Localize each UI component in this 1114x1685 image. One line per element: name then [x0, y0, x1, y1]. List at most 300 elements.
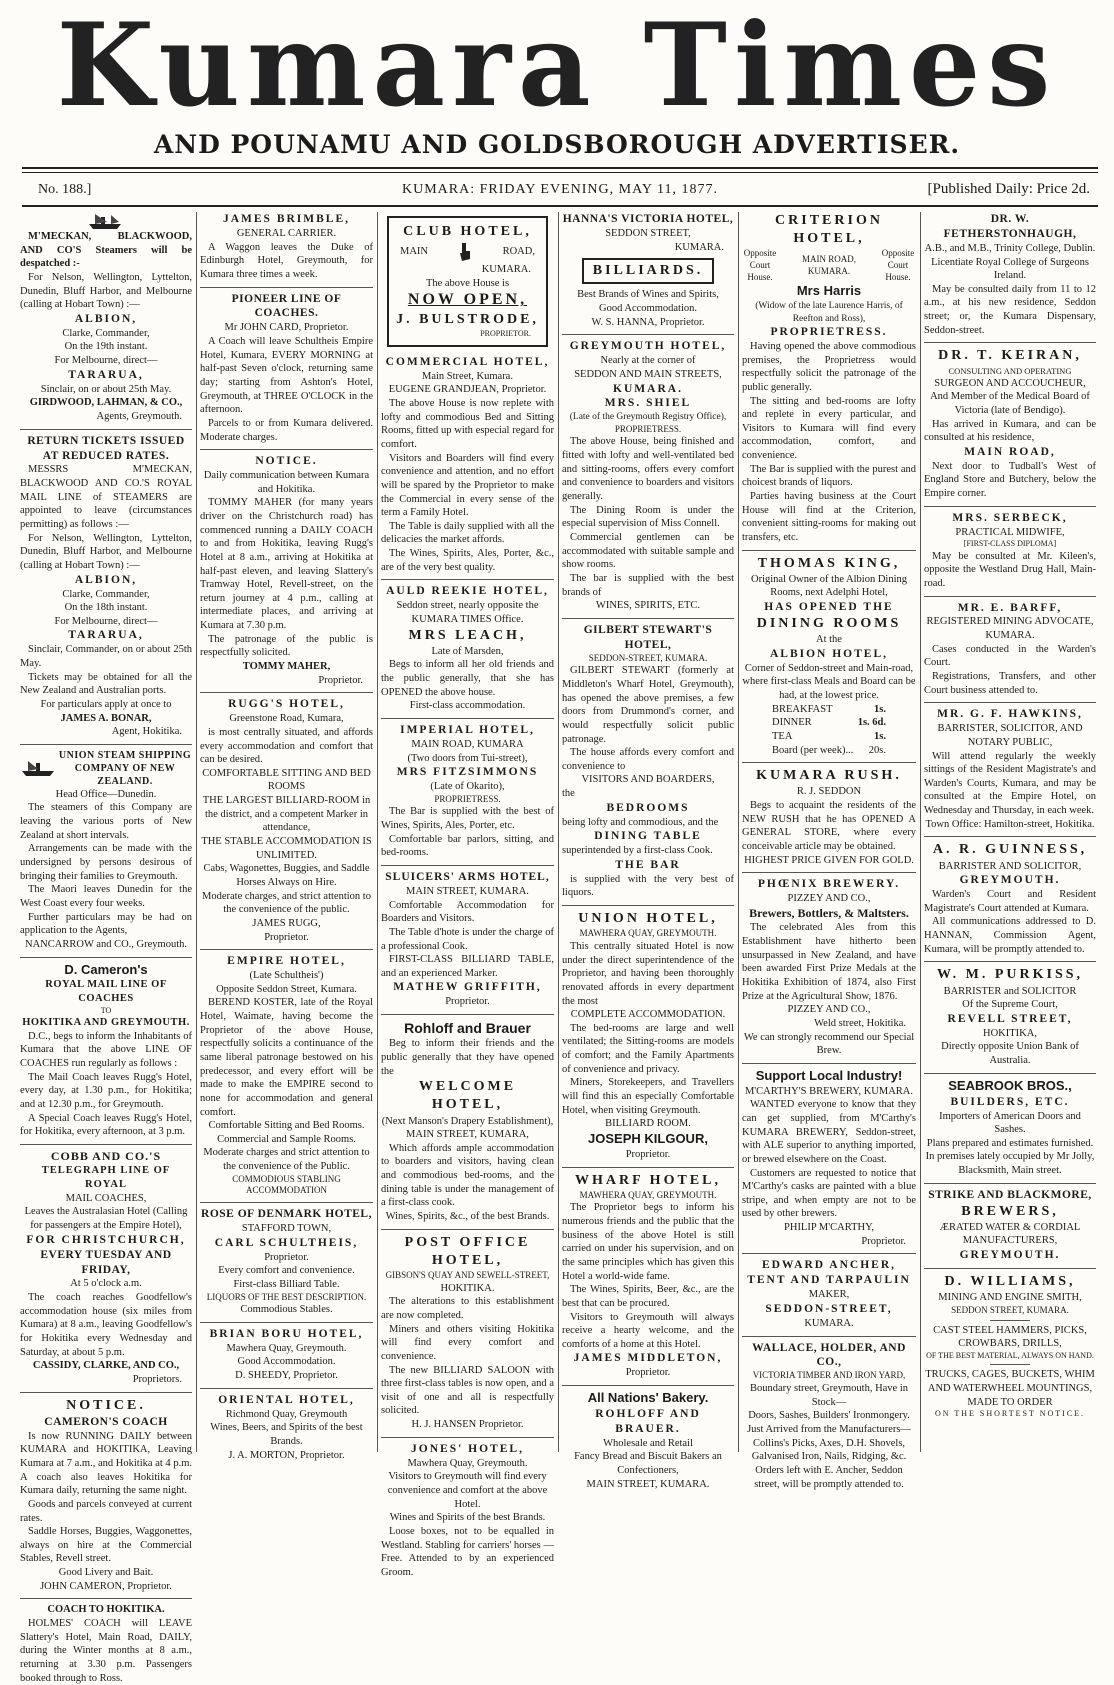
separator	[381, 1229, 554, 1230]
ad-wallace-holder	[742, 1341, 916, 1492]
ruggs-cabs: Cabs, Wagonettes, Buggies, and Saddle Horses Always on Hire.	[203, 863, 370, 888]
rohloff-body: Beg to inform their friends and the public generally that they have opened the	[381, 1038, 554, 1077]
ad-mrs-serbeck	[924, 511, 1096, 591]
newspaper-title: Kumara Times	[56, 0, 1058, 133]
ad-mmeckan-steamers	[20, 212, 192, 424]
fitz-late: (Late of Okarito),	[430, 781, 505, 793]
mccarthy-name: M'CARTHY'S BREWERY, KUMARA.	[744, 1085, 914, 1097]
greymouth-nearly: Nearly at the corner of	[600, 355, 696, 367]
agent-name: GIRDWOOD, LAHMAN, & CO.,	[29, 397, 183, 409]
ad-criterion-hotel	[742, 212, 916, 545]
commercial-wines: The Wines, Spirits, Ales, Porter, &c., are of the very best quality.	[381, 548, 554, 573]
guinness-communications: All communications addressed to D. HANNAN, Commission Agent, Kumara, will be promptly attended to.	[924, 916, 1096, 955]
shiel-late: (Late of the Greymouth Registry Office),	[569, 412, 727, 423]
union-arrangements: Arrangements can be made with the undersigned by persons desirous of bringing their families to Greymouth.	[20, 843, 192, 882]
keiran-next: Next door to Tudball's West of England Store and Butchery, below the Empire corner.	[924, 460, 1096, 500]
separator	[924, 961, 1096, 962]
proprietor-name: D. SHEEDY, Proprietor.	[235, 1370, 338, 1382]
column-2	[200, 212, 373, 1461]
hanna-brands: Best Brands of Wines and Spirits,	[577, 289, 719, 301]
empire-late: (Late Schultheis')	[249, 970, 324, 982]
welcome-heading: WELCOME HOTEL,	[418, 1079, 517, 1113]
pizzey-sign: PIZZEY AND CO.,	[787, 1004, 871, 1016]
seabrook-importers: Importers of American Doors and Sashes.	[939, 1110, 1081, 1136]
commander: Sinclair, on or about 25th May.	[40, 383, 172, 395]
hawkins-title: BARRISTER, SOLICITOR, AND NOTARY PUBLIC,	[937, 723, 1083, 748]
wharf-wines: The Wines, Spirits, Beer, &c., are the best that can be procured.	[562, 1284, 734, 1309]
ad-greymouth-hotel	[562, 339, 734, 612]
cameron-coach: CAMERON'S COACH	[44, 1415, 168, 1428]
masthead-rule-thin	[22, 172, 1098, 173]
pizzey-name: PIZZEY AND CO.,	[787, 893, 871, 905]
seabrook-heading: SEABROOK BROS.,	[948, 1077, 1072, 1093]
post-alterations: The alterations to this establishment are now completed.	[381, 1296, 554, 1321]
notice-heading: NOTICE.	[66, 1397, 146, 1413]
column-1	[20, 212, 192, 1684]
column-5	[742, 212, 916, 1490]
ad-brimble	[200, 212, 373, 282]
keiran-member: And Member of the Medical Board of Victoria (late of Bendigo).	[930, 391, 1090, 416]
post-town: HOKITIKA.	[440, 1282, 495, 1294]
separator	[562, 1167, 734, 1168]
proprietor-label: Proprietor.	[445, 996, 490, 1008]
dc-special: A Special Coach leaves Rugg's Hotel, for Hokitika, every afternoon, at 3 p.m.	[20, 1112, 192, 1138]
to-label: TO	[100, 1005, 112, 1015]
shiel-dining: The Dining Room is under the especial supervision of Miss Connell.	[562, 504, 734, 530]
union-body: This centrally situated Hotel is now under the direct superintendence of the Proprietor, and having been thoroughly renovated affords in every department the most	[562, 941, 734, 1007]
king-corner: Corner of Seddon-street and Main-road, where first-class Meals and Board can be had, at the lowest price.	[742, 662, 916, 702]
column-3	[381, 212, 554, 1578]
column-rule	[558, 212, 559, 1452]
holmes-body: HOLMES' COACH will LEAVE Slattery's Hotel, Main Road, DAILY, during the Winter months at 8 a.m., returning at 3.30 p.m. Passengers booked through to Ross.	[20, 1618, 192, 1684]
seabrook-premises: In premises lately occupied by Mr Jolly, Blacksmith, Main street.	[925, 1151, 1095, 1177]
hanna-accommodation: Good Accommodation.	[599, 303, 697, 315]
ruggs-body: is most centrally situated, and affords every accommodation and comfort that can be desired.	[200, 726, 373, 766]
separator	[20, 744, 192, 745]
seabrook-plans: Plans prepared and estimates furnished.	[926, 1137, 1094, 1149]
separator	[20, 957, 192, 958]
ad-cobb-co	[20, 1149, 192, 1387]
ad-kumara-rush	[742, 767, 916, 867]
purkiss-court: Of the Supreme Court,	[962, 999, 1058, 1011]
criterion-opp-right: Opposite Court House.	[881, 248, 915, 282]
bakery-fancy: Fancy Bread and Biscuit Bakers an Confectioners,	[574, 1451, 722, 1477]
union-heading: UNION HOTEL,	[578, 911, 718, 927]
sluicers-address: MAIN STREET, KUMARA.	[406, 885, 529, 897]
bakery-wholesale: Wholesale and Retail	[603, 1437, 693, 1449]
rose-heading: ROSE OF DENMARK HOTEL,	[201, 1208, 372, 1221]
separator	[381, 865, 554, 866]
separator	[20, 1392, 192, 1393]
notice-heading: NOTICE.	[255, 455, 318, 468]
ad-return-tickets	[20, 434, 192, 739]
mccarthy-casks: Customers are requested to notice that M'Carthy's casks are painted with a blue stripe, and when empty are not to be used by other brewers.	[742, 1167, 916, 1220]
ad-phoenix-brewery	[742, 877, 916, 1058]
ruggs-billiard: THE LARGEST BILLIARD-ROOM in the district, and a competent Marker in attendance,	[202, 795, 371, 834]
bakery-owners: ROHLOFF AND BRAUER.	[595, 1407, 701, 1435]
ruggs-address: Greenstone Road, Kumara,	[229, 713, 344, 725]
ad-mccarthy-brewery	[742, 1068, 916, 1249]
steamship-icon	[87, 212, 125, 230]
gilbert-liquors: is supplied with the very best of liquors.	[562, 873, 734, 899]
ship-name: ALBION,	[74, 312, 138, 325]
ship-name: TARARUA,	[68, 368, 144, 381]
price-value: 20s.	[868, 744, 886, 756]
gilbert-dining: DINING TABLE	[594, 830, 702, 843]
ancher-trade: TENT AND TARPAULIN	[747, 1274, 911, 1287]
sluicers-body: Comfortable Accommodation for Boarders and Visitors.	[381, 899, 554, 925]
proprietor-name: J. BULSTRODE,	[396, 312, 539, 328]
brewers-label: Brewers, Bottlers, & Maltsters.	[749, 905, 909, 920]
ad-mr-hawkins	[924, 707, 1096, 831]
fetherston-degree: A.B., and M.B., Trinity College, Dublin.	[924, 242, 1096, 254]
ad-pioneer	[200, 292, 373, 445]
ad-thomas-king	[742, 555, 916, 758]
proprietor-name: CARL SCHULTHEIS,	[214, 1236, 359, 1249]
hawkins-attend: Will attend regularly the weekly sittings of the Resident Magistrate's and Warden's Courts, Kumara, and may be consulted at the Empire Hotel, on Wednesday and Thursday, in each week.	[924, 750, 1096, 817]
post-heading: POST OFFICE HOTEL,	[404, 1234, 531, 1268]
departure-time: At 5 o'clock a.m.	[70, 1278, 142, 1290]
ad-ruggs-hotel	[200, 697, 373, 944]
ad-brian-boru	[200, 1327, 373, 1383]
separator	[742, 762, 916, 763]
keiran-road: MAIN ROAD,	[964, 445, 1056, 458]
oriental-wines: Wines, Beers, and Spirits of the best Brands.	[210, 1422, 363, 1447]
keiran-heading: DR. T. KEIRAN,	[938, 348, 1082, 364]
fetherston-consult: May be consulted daily from 11 to 12 a.m., at his new residence, Seddon street; or, the Kumara Dispensary, Seddon-street.	[924, 283, 1096, 336]
proprietor-name: R. J. SEDDON	[796, 786, 862, 798]
price-label: DINNER	[772, 717, 812, 729]
royal-mail-heading: ROYAL MAIL LINE OF COACHES	[45, 979, 167, 1005]
wharf-body: The Proprietor begs to inform his numerous friends and the public that the business of the above Hotel is still carried on under his supervision, and on the same principles which has given this Hotel a world-wide fame.	[562, 1202, 734, 1282]
post-miners: Miners and others visiting Hokitika will find every comfort and convenience.	[381, 1323, 554, 1362]
separator	[742, 1336, 916, 1337]
destination: For Melbourne, direct—	[54, 615, 158, 627]
purkiss-town: HOKITIKA,	[983, 1027, 1037, 1039]
brian-accommodation: Good Accommodation.	[237, 1356, 336, 1368]
price-value: 1s. 6d.	[857, 717, 886, 729]
separator	[20, 429, 192, 430]
jones-heading: JONES' HOTEL,	[411, 1442, 524, 1455]
ad-rose-denmark	[200, 1207, 373, 1317]
williams-trade: MINING AND ENGINE SMITH,	[938, 1292, 1082, 1304]
reekie-address: Seddon street, nearly opposite the KUMARA TIMES Office.	[396, 600, 539, 625]
separator	[924, 1073, 1096, 1074]
keiran-surgeon: SURGEON AND ACCOUCHEUR,	[934, 377, 1086, 389]
wharf-heading: WHARF HOTEL,	[575, 1172, 721, 1188]
separator	[200, 1388, 373, 1389]
support-heading: Support Local Industry!	[755, 1067, 903, 1083]
ruggs-charges: Moderate charges, and strict attention to the convenience of the public.	[202, 890, 371, 916]
ruggs-heading: RUGG'S HOTEL,	[228, 698, 345, 711]
maher-body: TOMMY MAHER (for many years driver on the Christchurch road) has commenced running a DAILY COACH to and from Hokitika, leaving Rugg's Hotel at 8 a.m., arriving at Hokitika at half-past eleven, and leaving Slattery's Tramway Hotel, Revell-street, on the return journey at 4 p.m., calling at intermediate places, and arriving at Kumara at 7.30 p.m.	[200, 497, 373, 632]
goodfellow-note: The coach reaches Goodfellow's accommodation house (six miles from Kumara) at 8 a.m., leaving Goodfellow's for Hokitika every Wednesday and Saturday, at about 5 p.m.	[20, 1292, 192, 1358]
separator	[20, 1144, 192, 1145]
proprietor-label: Proprietors.	[132, 1373, 182, 1385]
cobb-heading: COBB AND CO.'S	[50, 1148, 162, 1163]
route-heading: HOKITIKA AND GREYMOUTH.	[22, 1017, 190, 1029]
purkiss-opposite: Directly opposite Union Bank of Australia.	[941, 1041, 1079, 1067]
proprietor-name: CASSIDY, CLARKE, AND CO.,	[32, 1360, 180, 1372]
separator	[20, 1598, 192, 1599]
criterion-opp-left: Opposite Court House.	[743, 248, 777, 282]
parcels-note: Parcels to or from Kumara delivered. Moderate charges.	[200, 417, 373, 443]
imperial-parlors: Comfortable bar parlors, sitting, and bed-rooms.	[381, 833, 554, 859]
pioneer-body: A Coach will leave Schultheis Empire Hotel, Kumara, EVERY MORNING at half-past Seven o'clock, returning same day; starting from Ashton's Hotel, Greymouth, at THREE O'CLOCK in the afternoon.	[200, 336, 373, 416]
column-rule	[196, 212, 197, 1452]
proprietor-label: PROPRIETRESS.	[434, 793, 501, 804]
issue-number: No. 188.]	[38, 182, 92, 197]
steamers-route: For Nelson, Wellington, Lyttelton, Dunedin, Bluff Harbor, and Melbourne (calling at Hobart Town) :—	[20, 271, 192, 311]
serbeck-midwife: PRACTICAL MIDWIFE,	[955, 526, 1065, 538]
rush-body: Begs to acquaint the residents of the NEW RUSH that he has OPENED A GENERAL STORE, where every conceivable article may be obtained.	[742, 800, 916, 852]
price-dinner	[742, 716, 916, 730]
price-board	[742, 744, 916, 758]
rose-stables: Commodious Stables.	[240, 1304, 333, 1316]
welcome-location: (Next Manson's Drapery Establishment),	[381, 1115, 554, 1127]
imperial-heading: IMPERIAL HOTEL,	[400, 724, 535, 736]
bakery-address: MAIN STREET, KUMARA.	[586, 1478, 710, 1490]
proprietor-name: JOSEPH KILGOUR,	[588, 1130, 708, 1146]
harris-widow: (Widow of the late Laurence Harris, of Reefton and Ross),	[755, 301, 903, 324]
empire-heading: EMPIRE HOTEL,	[227, 955, 346, 968]
proprietor-label: Proprietor.	[264, 1251, 309, 1263]
ad-mr-barff	[924, 601, 1096, 698]
union-body: The steamers of this Company are leaving the various ports of New Zealand at short intervals.	[20, 802, 192, 841]
proprietor-label: Proprietor.	[318, 674, 363, 686]
proprietor-name: MATHEW GRIFFITH,	[393, 981, 542, 994]
column-4	[562, 212, 734, 1490]
harris-parties: Parties having business at the Court House will find at the Criterion, convenient sitting-rooms for making out transfers, etc.	[742, 491, 916, 543]
phoenix-body: The celebrated Ales from this Establishment have hitherto been unsurpassed in New Zealand, and have been awarded First Prize Medals at the Hokitika Exhibition of 1874, also First Prize at the Agricultural Show, 1876.	[742, 922, 916, 1002]
telegraph-heading: TELEGRAPH LINE OF ROYAL	[41, 1165, 171, 1191]
separator	[742, 872, 916, 873]
ad-wharf-hotel	[562, 1172, 734, 1381]
masthead-rule	[22, 167, 1098, 169]
proprietor-name: MRS FITZSIMMONS	[396, 766, 539, 779]
hanna-street: SEDDON STREET,	[605, 227, 691, 239]
purkiss-heading: W. M. PURKISS,	[936, 967, 1084, 983]
commercial-address: Main Street, Kumara.	[422, 370, 513, 382]
ad-dr-keiran	[924, 347, 1096, 500]
welcome-street: MAIN STREET, KUMARA,	[406, 1129, 529, 1141]
separator	[990, 1364, 1030, 1365]
chch-heading: FOR CHRISTCHURCH,	[26, 1233, 186, 1246]
wallace-address: Boundary street, Greymouth, Have in Stock—	[749, 1383, 909, 1408]
ad-post-office-hotel	[381, 1234, 554, 1432]
barff-heading: MR. E. BARFF,	[957, 601, 1063, 614]
shiel-body: The above House, being finished and fitted with lofty and well-ventilated bed and sitting-rooms, offers every comfort and convenience to boarders and visitors generally.	[562, 436, 734, 503]
saddle-note: Saddle Horses, Buggies, Waggonettes, always on hire at the Commercial Stables, Revell street.	[20, 1526, 192, 1565]
separator	[381, 1437, 554, 1438]
sluicers-table: The Table d'hote is under the charge of a professional Cook.	[381, 926, 554, 952]
separator	[381, 718, 554, 719]
ad-empire-hotel	[200, 954, 373, 1197]
ad-commercial-hotel	[381, 355, 554, 575]
cameron-body: Is now RUNNING DAILY between KUMARA and HOKITIKA, Leaving Kumara at 7 a.m., and Hokitika at 4 p.m. A coach also leaves Hokitika for Kumara daily, returning the same night.	[20, 1430, 192, 1497]
jones-address: Mawhera Quay, Greymouth.	[407, 1457, 528, 1469]
serbeck-heading: MRS. SERBECK,	[952, 511, 1068, 524]
commander: Clarke, Commander,	[62, 588, 150, 600]
rush-heading: KUMARA RUSH.	[756, 768, 902, 784]
jones-stabling: Loose boxes, not to be equalled in Westland. Stabling for carriers' horses —Free. Attended to by an experienced Groom.	[381, 1525, 554, 1578]
separator	[924, 836, 1096, 837]
newspaper-subtitle: AND POUNAMU AND GOLDSBOROUGH ADVERTISER.	[153, 130, 961, 159]
keiran-arrived: Has arrived in Kumara, and can be consulted at his residence,	[924, 418, 1096, 444]
price-label: BREAKFAST	[772, 703, 833, 715]
wallace-collins: Collins's Picks, Axes, D.H. Shovels, Galvanised Iron, Nails, Ridging, &c.	[751, 1437, 907, 1463]
coach-heading: COACH TO HOKITIKA.	[47, 1604, 165, 1616]
tickets-note: Tickets may be obtained for all the New Zealand and Australian ports.	[20, 671, 192, 697]
ad-seabrook	[924, 1078, 1096, 1178]
separator	[200, 692, 373, 693]
harris-body: Having opened the above commodious premises, the Proprietress would respectfully solicit the patronage of the public generally.	[742, 340, 916, 393]
carrier-label: GENERAL CARRIER.	[236, 227, 337, 239]
welcome-wines: Wines, Spirits, &c., of the best Brands.	[385, 1211, 550, 1223]
empire-rooms: Comfortable Sitting and Bed Rooms.	[208, 1120, 365, 1132]
steamers-heading: M'MECKAN, BLACKWOOD, AND CO'S Steamers will be despatched :-	[20, 231, 192, 270]
ruggs-stable: THE STABLE ACCOMMODATION IS UNLIMITED.	[201, 836, 372, 861]
agent-location: Agent, Hokitika.	[111, 726, 182, 738]
rohloff-heading: Rohloff and Brauer	[404, 1020, 531, 1037]
messrs-body: MESSRS M'MECKAN, BLACKWOOD AND CO.'S ROYAL MAIL LINE of STEAMERS are appointed to leave (circumstances permitting) as follows :—	[20, 464, 192, 530]
oriental-address: Richmond Quay, Greymouth	[225, 1408, 348, 1420]
commander: Sinclair, Commander, on or about 25th May.	[20, 644, 192, 669]
price-value: 1s.	[874, 730, 886, 742]
proprietor-name: JAMES MIDDLETON,	[573, 1352, 723, 1365]
leaves-note: Leaves the Australasian Hotel (Calling for passengers at the Empire Hotel),	[24, 1206, 188, 1232]
fetherston-licentiate: Licentiate Royal College of Surgeons Ireland.	[931, 256, 1089, 282]
proprietor-label: PROPRIETRESS.	[614, 423, 682, 434]
proprietor-label: PROPRIETOR.	[480, 329, 531, 339]
ruggs-rooms: COMFORTABLE SITTING AND BED ROOMS	[202, 767, 371, 793]
union-address: MAWHERA QUAY, GREYMOUTH.	[579, 928, 717, 939]
cameron-heading: D. Cameron's	[64, 961, 148, 977]
proprietor-name: J. A. MORTON, Proprietor.	[228, 1449, 345, 1461]
guinness-heading: A. R. GUINNESS,	[932, 842, 1088, 858]
post-address: GIBSON'S QUAY AND SEWELL-STREET,	[385, 1270, 550, 1281]
criterion-main-road: MAIN ROAD,	[802, 254, 856, 265]
barff-registrations: Registrations, Transfers, and other Court business attended to.	[924, 671, 1096, 696]
purkiss-street: REVELL STREET,	[947, 1012, 1073, 1025]
club-road: ROAD,	[502, 246, 535, 258]
commercial-body: The above House is now replete with lofty and commodious Bed and Sitting Rooms, fitted up with especial regard for comfort.	[381, 398, 554, 450]
separator	[742, 550, 916, 551]
wallace-heading: WALLACE, HOLDER, AND CO.,	[752, 1341, 906, 1369]
club-heading: CLUB HOTEL,	[403, 224, 532, 239]
strike-heading: STRIKE AND BLACKMORE,	[928, 1188, 1092, 1201]
separator	[924, 506, 1096, 507]
union-miners: Miners, Storekeepers, and Travellers will find this an especially Comfortable Hotel, when visiting Greymouth.	[562, 1077, 734, 1116]
oriental-heading: ORIENTAL HOTEL,	[218, 1393, 355, 1406]
shiel-bar: The bar is supplied with the best brands of	[562, 572, 734, 598]
dateline-rule	[22, 205, 1098, 207]
union-billiard: BILLIARD ROOM.	[605, 1118, 691, 1130]
destination: For Melbourne, direct—	[54, 355, 158, 367]
special-brew: We can strongly recommend our Special Brew.	[743, 1031, 915, 1057]
ad-maher	[200, 454, 373, 687]
commercial-table: The Table is daily supplied with all the delicacies the market affords.	[381, 520, 554, 546]
serbeck-diploma: [FIRST-CLASS DIPLOMA]	[963, 539, 1057, 549]
williams-material: OF THE BEST MATERIAL, ALWAYS ON HAND.	[926, 1350, 1094, 1360]
greymouth-streets: SEDDON AND MAIN STREETS,	[574, 368, 722, 380]
ad-jones-hotel	[381, 1442, 554, 1580]
purkiss-title: BARRISTER and SOLICITOR	[943, 985, 1077, 997]
hawkins-office: Town Office: Hamilton-street, Hokitika.	[925, 818, 1095, 830]
welcome-body: Which affords ample accommodation to boarders and visitors, having clean and commodious bed-rooms, and the dining table is under the management of a first-class cook.	[381, 1142, 554, 1209]
separator	[924, 1268, 1096, 1269]
strike-manufacturers: MANUFACTURERS,	[962, 1235, 1058, 1247]
ad-gilbert-stewart	[562, 623, 734, 900]
hanna-town: KUMARA.	[674, 241, 724, 253]
column-rule	[920, 212, 921, 1452]
ancher-maker: MAKER,	[808, 1289, 850, 1301]
brian-heading: BRIAN BORU HOTEL,	[209, 1327, 364, 1340]
separator	[200, 449, 373, 450]
price-label: Board (per week)...	[772, 744, 854, 756]
dateline	[22, 178, 1098, 204]
separator	[924, 596, 1096, 597]
proprietor-label: Proprietor.	[625, 1367, 671, 1379]
club-main: MAIN	[400, 246, 428, 258]
sailing-date: On the 18th instant.	[64, 602, 148, 614]
strike-aerated: ÆRATED WATER & CORDIAL	[939, 1221, 1081, 1233]
williams-notice: ON THE SHORTEST NOTICE.	[934, 1409, 1086, 1419]
separator	[200, 1322, 373, 1323]
separator	[200, 1202, 373, 1203]
king-dining: DINING ROOMS	[756, 615, 902, 631]
wharf-visitors: Visitors to Greymouth will always receive a hearty welcome, and the comforts of a home at this Hotel.	[562, 1311, 734, 1350]
hanna-heading: HANNA'S VICTORIA HOTEL,	[562, 213, 734, 225]
serbeck-consult: May be consulted at Mr. Kileen's, opposite the Westland Drug Hall, Main-road.	[924, 550, 1096, 589]
ad-union-hotel	[562, 910, 734, 1161]
proprietor-name: W. S. HANNA, Proprietor.	[591, 316, 705, 328]
ad-welcome-hotel	[381, 1019, 554, 1224]
koster-body: BEREND KOSTER, late of the Royal Hotel, Waimate, having become the Proprietor of the above House, respectfully solicits a continuance of the same liberal patronage bestowed on his predecessor, and every effort will be made to make the EMPIRE second to none for accommodation and general comfort.	[200, 997, 373, 1118]
williams-address: SEDDON STREET, KUMARA.	[951, 1304, 1069, 1315]
ad-d-williams	[924, 1273, 1096, 1420]
gilbert-bar: THE BAR	[615, 858, 681, 871]
proprietor-label: Proprietor.	[625, 1148, 671, 1160]
shiel-commercial: Commercial gentlemen can be accommodated with suitable sample and show rooms.	[562, 531, 734, 571]
commercial-visitors: Visitors and Boarders will find every convenience and attention, and no effort will be spared by the Proprietor to make the Commercial in every sense of the term a Family Hotel.	[381, 452, 554, 519]
separator	[562, 334, 734, 335]
ad-club-hotel	[387, 216, 548, 347]
greymouth-heading: GREYMOUTH HOTEL,	[569, 340, 727, 353]
ad-edward-ancher	[742, 1258, 916, 1330]
mccarthy-body: WANTED everyone to know that they can get supplied, from M'Carthy's KUMARA BREWERY, Seddon-street, with ALE superior to anything imported, or brewed elsewhere on the Coast.	[742, 1099, 916, 1165]
proprietor-name: H. J. HANSEN Proprietor.	[411, 1419, 524, 1431]
separator	[381, 1014, 554, 1015]
daily-note: Daily communication between Kumara and Hokitika.	[203, 470, 370, 495]
imperial-bar: The Bar is supplied with the best of Wines, Spirits, Ales, Porter, etc.	[381, 806, 554, 832]
gilbert-address: SEDDON-STREET, KUMARA.	[588, 652, 708, 663]
wallace-arrived: Just Arrived from the Manufacturers—	[747, 1423, 911, 1435]
proprietor-name: MRS. SHIEL	[604, 397, 692, 410]
steamship-icon	[20, 759, 58, 777]
club-location: KUMARA.	[481, 264, 531, 276]
issue-date: KUMARA: FRIDAY EVENING, MAY 11, 1877.	[402, 182, 718, 197]
particulars-note: For particulars apply at once to	[40, 698, 172, 710]
ancher-town: KUMARA.	[804, 1317, 854, 1329]
wallace-orders: Orders left with E. Ancher, Seddon street, will be promptly attended to.	[754, 1464, 904, 1490]
empire-address: Opposite Seddon Street, Kumara.	[216, 983, 357, 995]
imperial-doors: (Two doors from Tui-street),	[407, 752, 528, 764]
sluicers-heading: SLUICERS' ARMS HOTEL,	[385, 871, 550, 884]
post-saloon: The new BILLIARD SALOON with three first-class tables is now open, and a visit of one and all is respectfully solicited.	[381, 1364, 554, 1417]
column-rule	[377, 212, 378, 1452]
ancher-heading: EDWARD ANCHER,	[761, 1259, 897, 1272]
